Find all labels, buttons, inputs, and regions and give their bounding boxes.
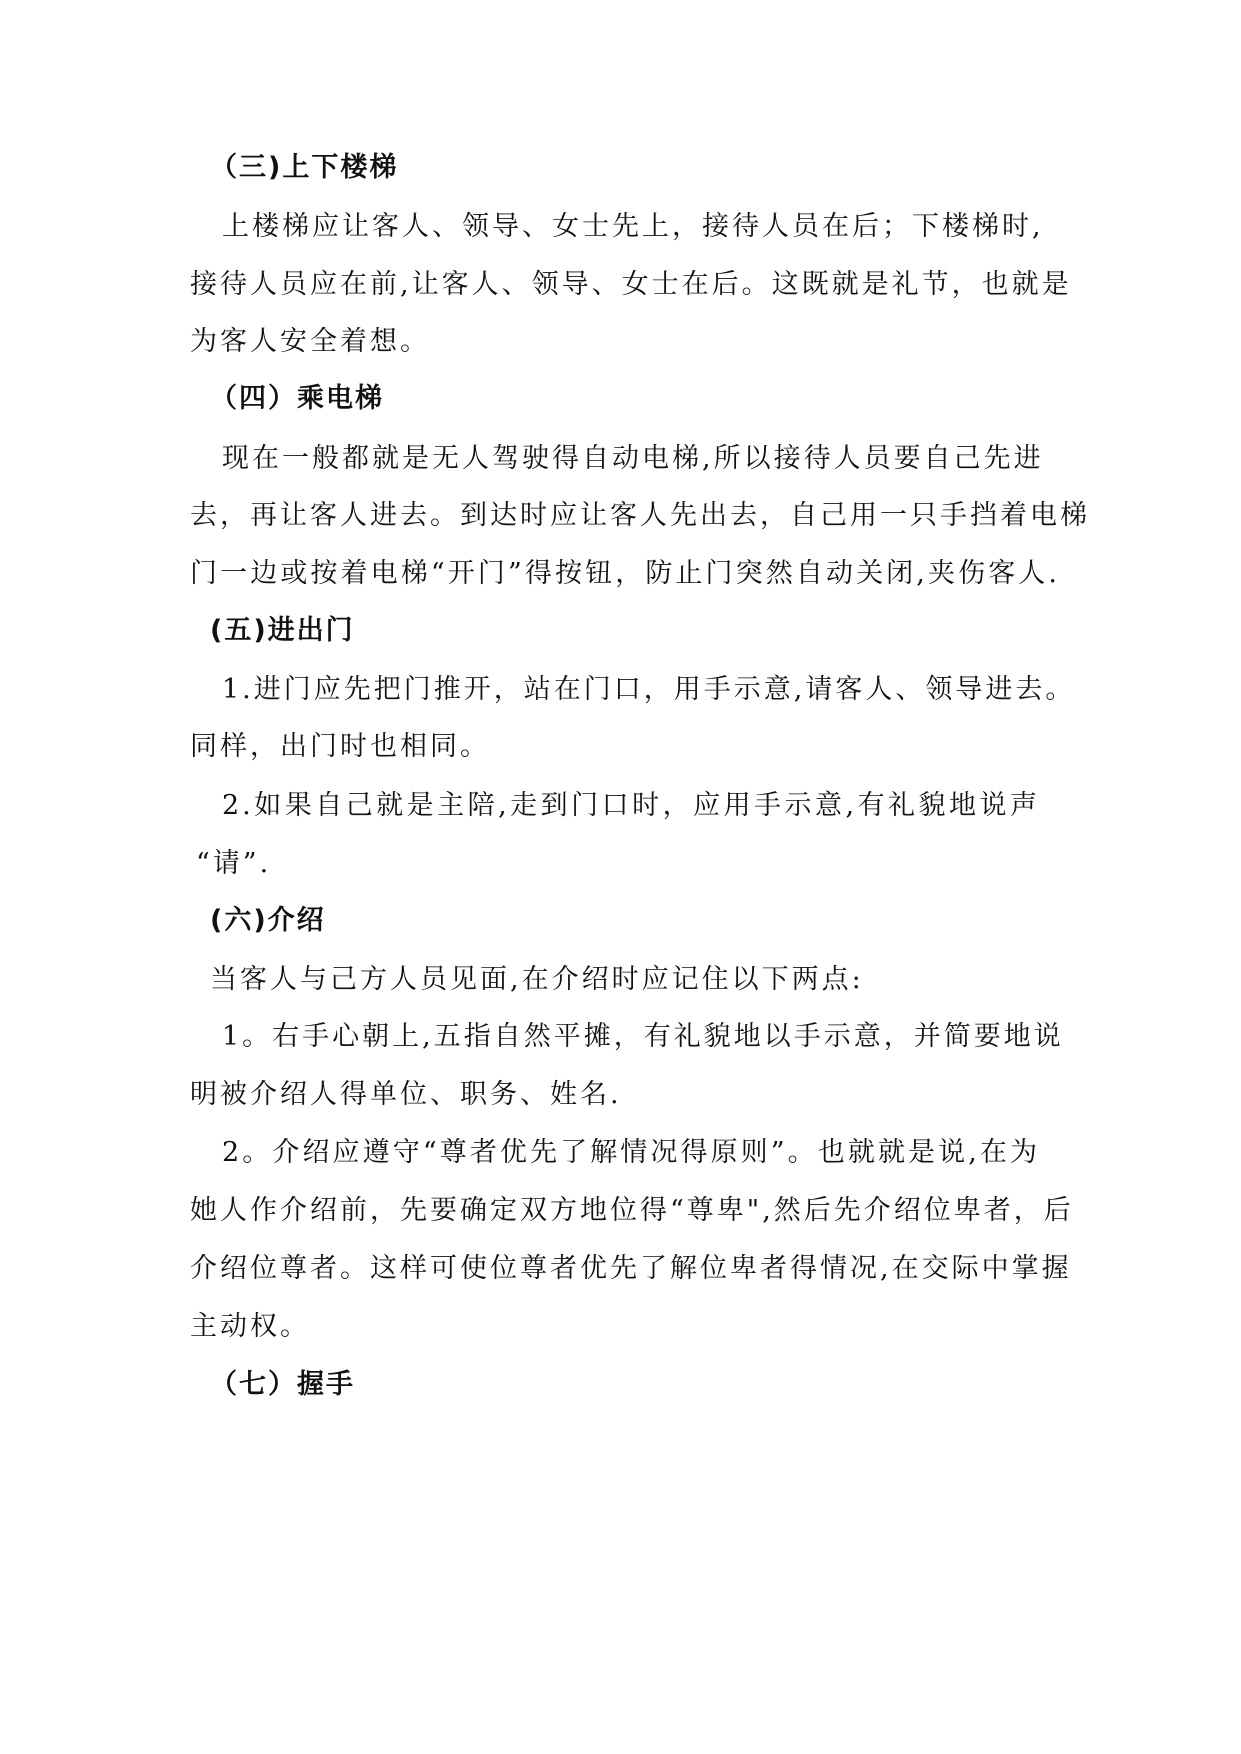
list-item-line: 1。右手心朝上,五指自然平摊，有礼貌地以手示意，并简要地说 <box>222 1021 1064 1052</box>
list-item-line: 介绍位尊者。这样可使位尊者优先了解位卑者得情况,在交际中掌握 <box>190 1253 1072 1284</box>
list-item-line: 2.如果自己就是主陪,走到门口时，应用手示意,有礼貌地说声 <box>222 790 1040 821</box>
list-item-line: 同样，出门时也相同。 <box>190 731 490 762</box>
paragraph-line: 去，再让客人进去。到达时应让客人先出去，自己用一只手挡着电梯 <box>190 500 1090 531</box>
section-heading-stairs: （三)上下楼梯 <box>210 152 399 183</box>
list-item-line: 明被介绍人得单位、职务、姓名. <box>190 1079 622 1110</box>
list-item-line: 2。介绍应遵守“尊者优先了解情况得原则”。也就就是说,在为 <box>222 1137 1040 1168</box>
paragraph-line: 门一边或按着电梯“开门”得按钮，防止门突然自动关闭,夹伤客人. <box>190 558 1060 589</box>
section-heading-handshake: （七）握手 <box>210 1369 355 1400</box>
paragraph-line: 为客人安全着想。 <box>190 326 430 357</box>
paragraph-line: 接待人员应在前,让客人、领导、女士在后。这既就是礼节，也就是 <box>190 269 1072 300</box>
list-item-line: 主动权。 <box>190 1311 310 1342</box>
list-item-line: 她人作介绍前，先要确定双方地位得“尊卑",然后先介绍位卑者，后 <box>190 1195 1074 1226</box>
section-heading-elevator: （四）乘电梯 <box>210 383 384 414</box>
section-heading-introduction: (六)介绍 <box>210 905 326 936</box>
paragraph-line: 当客人与己方人员见面,在介绍时应记住以下两点: <box>210 964 864 995</box>
list-item-line: “请”. <box>196 848 272 879</box>
paragraph-line: 上楼梯应让客人、领导、女士先上，接待人员在后；下楼梯时, <box>222 211 1044 242</box>
list-item-line: 1.进门应先把门推开，站在门口，用手示意,请客人、领导进去。 <box>222 674 1076 705</box>
paragraph-line: 现在一般都就是无人驾驶得自动电梯,所以接待人员要自己先进 <box>222 443 1044 474</box>
section-heading-doors: (五)进出门 <box>210 615 355 646</box>
